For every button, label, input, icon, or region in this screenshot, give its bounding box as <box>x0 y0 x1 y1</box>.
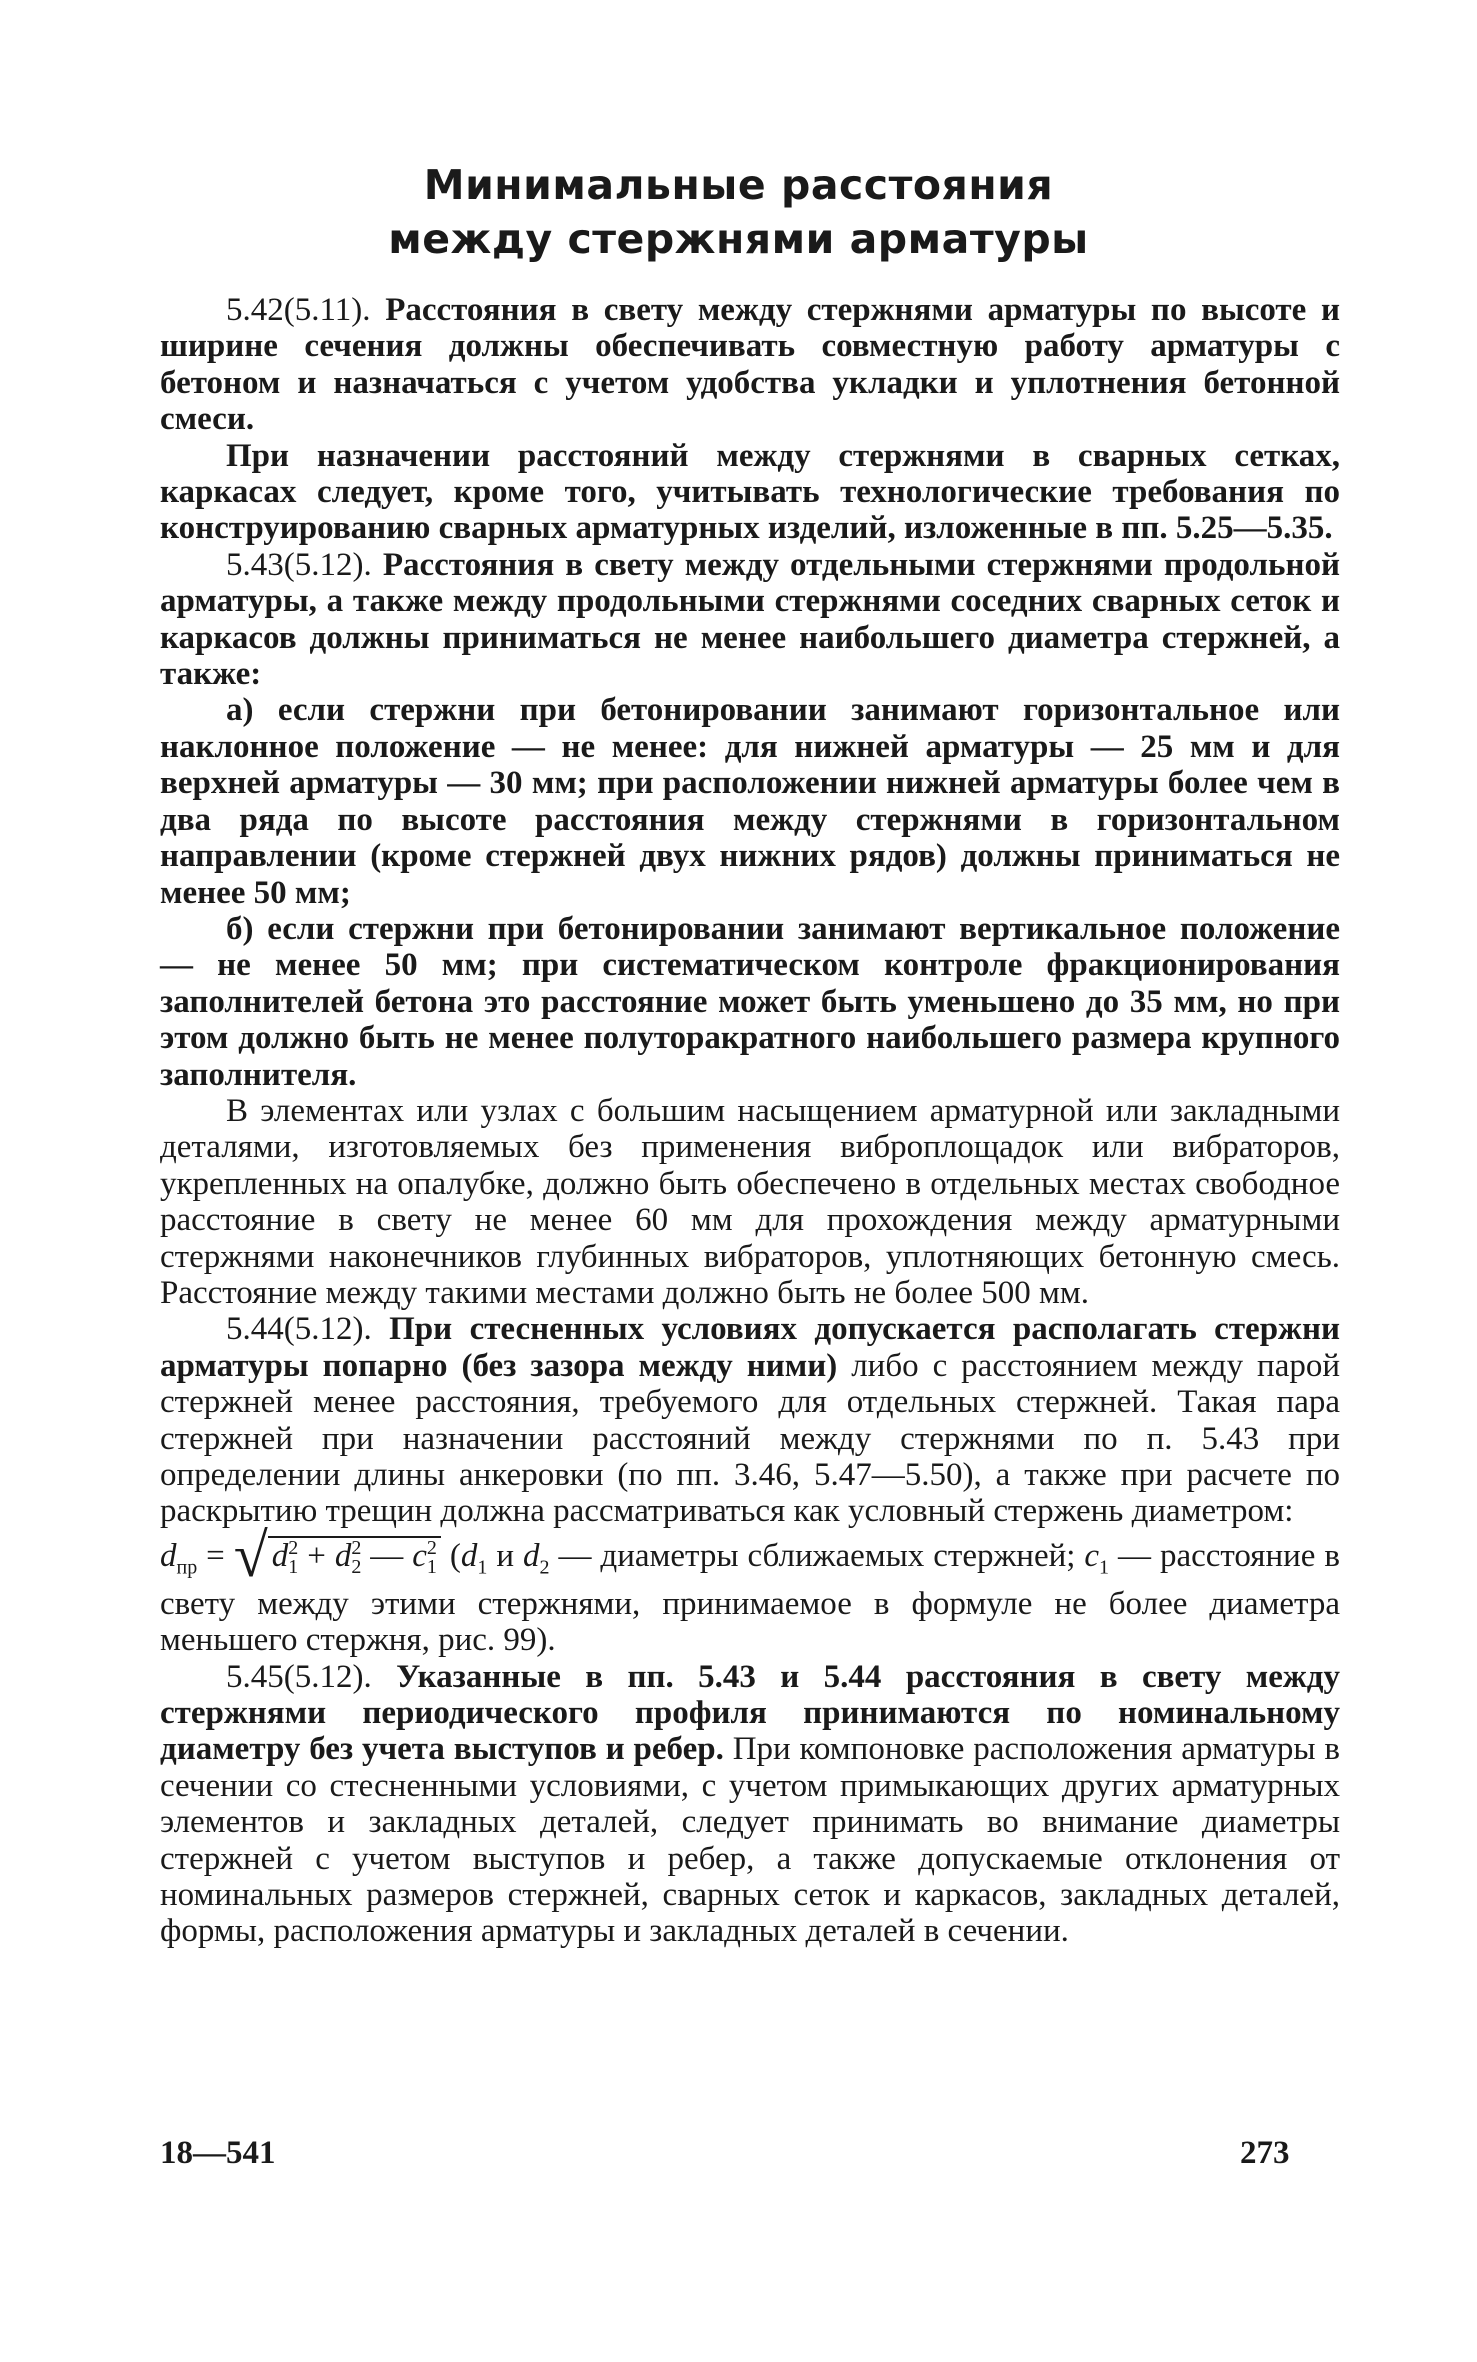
clause-number: 5.42(5.11). <box>226 292 386 328</box>
paragraph-item-a <box>160 692 1340 910</box>
bold-text: б) если стержни при бетонировании занимают вертикальное положение — не менее 50 мм; при систематическом контроле фракционирования заполнителей бетона это расстояние может быть уменьшено до 35 мм, но при этом должно быть не менее полуторакратного наибольшего размера крупного заполнителя. <box>160 910 1340 1093</box>
formula-operator: + <box>298 1537 335 1574</box>
bold-text: При стесненных условиях допускается располагать стержни арматуры попарно (без зазора между ними) <box>160 1311 1340 1384</box>
formula-description: — диаметры сближаемых стержней; <box>549 1537 1085 1574</box>
formula-superscript: 2 <box>288 1536 299 1559</box>
formula-symbol: d <box>334 1537 352 1574</box>
bold-text: При назначении расстояний между стержнями в сварных сетках, каркасах следует, кроме того, учитывать технологические требования по конструированию сварных арматурных изделий, изложенные в пп. 5.25—5.35. <box>160 437 1340 547</box>
formula-operator: — <box>361 1537 413 1574</box>
formula-lhs <box>160 1537 198 1579</box>
signature-mark: 18—541 <box>160 2135 276 2171</box>
formula-symbol: d <box>460 1537 478 1574</box>
formula-superscript: 2 <box>426 1536 437 1559</box>
body-text-run: либо с расстоянием между парой стержней менее расстояния, требуемого для отдельных стержней. Такая пара стержней при назначении расстояний между стержнями по п. 5.43 при определении длины анкеровки (по пп. 3.46, 5.47—5.50), а также при расчете по раскрытию трещин должна рассматриваться как условный стержень диаметром: <box>160 1347 1340 1530</box>
paragraph-welded-spacing <box>160 438 1340 547</box>
formula-symbol: c <box>1084 1537 1100 1574</box>
formula-description: — расстояние в свету между этими стержнями, принимаемое в формуле не более диаметра меньшего стержня, рис. 99). <box>160 1537 1340 1659</box>
formula-subscript: 2 <box>351 1556 362 1579</box>
formula-symbol: d <box>522 1537 540 1574</box>
formula-superscript: 2 <box>351 1536 362 1559</box>
paragraph-5-44 <box>160 1311 1340 1529</box>
heading-line-1: Минимальные расстояния <box>423 161 1054 209</box>
body-text <box>160 292 1340 1950</box>
clause-number: 5.45(5.12). <box>226 1658 397 1695</box>
formula-subscript: 1 <box>477 1556 488 1579</box>
paragraph-5-45 <box>160 1659 1340 1950</box>
formula-subscript: 1 <box>1099 1556 1110 1579</box>
bold-text: Расстояния в свету между отдельными стержнями продольной арматуры, а также между продольными стержнями соседних сварных сеток и каркасов должны приниматься не менее наибольшего диаметра стержней, а также: <box>160 546 1340 693</box>
formula-subscript: пр <box>176 1556 198 1579</box>
formula-symbol: c <box>412 1537 427 1574</box>
formula-subscript: 1 <box>288 1556 299 1579</box>
formula-paren: ( <box>440 1537 461 1574</box>
formula-subscript: 2 <box>539 1556 550 1579</box>
formula-text: и <box>487 1537 523 1574</box>
paragraph-vibrators <box>160 1093 1340 1311</box>
body-text-run: При компоновке расположения арматуры в сечении со стесненными условиями, с учетом примыкающих других арматурных элементов и закладных деталей, следует принимать во внимание диаметры стержней с учетом выступов и ребер, а также допускаемые отклонения от номинальных размеров стержней, сварных сеток и каркасов, закладных деталей, формы, расположения арматуры и закладных деталей в сечении. <box>160 1731 1340 1950</box>
formula-radicand <box>268 1536 441 1579</box>
formula-symbol: d <box>160 1537 177 1574</box>
sqrt-icon: √ <box>233 1521 268 1590</box>
formula-symbol: d <box>271 1537 289 1574</box>
formula-equals: = <box>197 1537 234 1574</box>
formula-subscript: 1 <box>426 1556 437 1579</box>
page-number: 273 <box>1240 2135 1290 2171</box>
clause-number: 5.43(5.12). <box>226 546 383 583</box>
bold-text: Расстояния в свету между стержнями арматуры по высоте и ширине сечения должны обеспечивать совместную работу арматуры с бетоном и назначаться с учетом удобства укладки и уплотнения бетонной смеси. <box>160 292 1340 438</box>
clause-number: 5.44(5.12). <box>226 1311 390 1348</box>
paragraph-5-42 <box>160 292 1340 438</box>
paragraph-item-b <box>160 911 1340 1093</box>
bold-text: Указанные в пп. 5.43 и 5.44 расстояния в свету между стержнями периодического профиля принимаются по номинальному диаметру без учета выступов и ребер. <box>160 1658 1340 1768</box>
section-heading <box>0 158 1477 266</box>
bold-text: а) если стержни при бетонировании занимают горизонтальное или наклонное положение — не менее: для нижней арматуры — 25 мм и для верхней арматуры — 30 мм; при расположении нижней арматуры более чем в два ряда по высоте расстояния между стержнями в горизонтальном направлении (кроме стержней двух нижних рядов) должны приниматься не менее 50 мм; <box>160 692 1340 911</box>
paragraph-5-43 <box>160 547 1340 693</box>
heading-line-2: между стержнями арматуры <box>388 215 1089 263</box>
body-text-run: В элементах или узлах с большим насыщением арматурной или закладными деталями, изготовляемых без применения виброплощадок или вибраторов, укрепленных на опалубке, должно быть обеспечено в отдельных местах свободное расстояние в свету не менее 60 мм для прохождения между арматурными стержнями наконечников глубинных вибраторов, уплотняющих бетонную смесь. Расстояние между такими местами должно быть не более 500 мм. <box>160 1092 1340 1311</box>
formula-paragraph <box>160 1521 1340 1659</box>
